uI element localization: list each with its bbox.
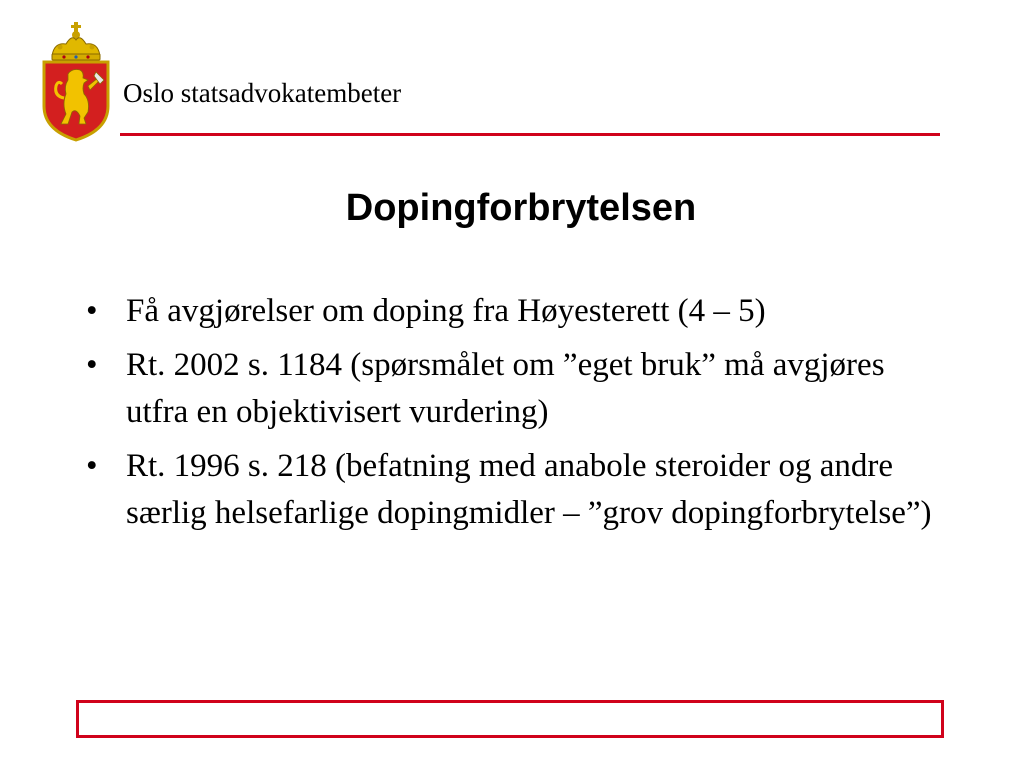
bullet-text: Rt. 1996 s. 218 (befatning med anabole steroider og andre særlig helsefarlige dopingmidler – ”grov dopingforbrytelse”) (126, 448, 932, 531)
bullet-item (84, 288, 944, 335)
norwegian-coat-of-arms-icon (38, 20, 114, 142)
footer-box (76, 700, 944, 738)
bullet-item (84, 342, 944, 436)
bullet-text: Få avgjørelser om doping fra Høyesterett (4 – 5) (126, 293, 766, 329)
bullet-text: Rt. 2002 s. 1184 (spørsmålet om ”eget bruk” må avgjøres utfra en objektivisert vurdering) (126, 347, 885, 430)
bullet-item (84, 443, 944, 537)
crown-icon (52, 22, 100, 60)
bullet-icon: • (86, 293, 98, 329)
bullet-icon: • (86, 347, 98, 383)
header-divider (120, 133, 940, 136)
bullet-icon: • (86, 448, 98, 484)
organization-name: Oslo statsadvokatembeter (123, 78, 402, 108)
bullet-list (84, 288, 944, 544)
slide-title: Dopingforbrytelsen (345, 187, 697, 229)
